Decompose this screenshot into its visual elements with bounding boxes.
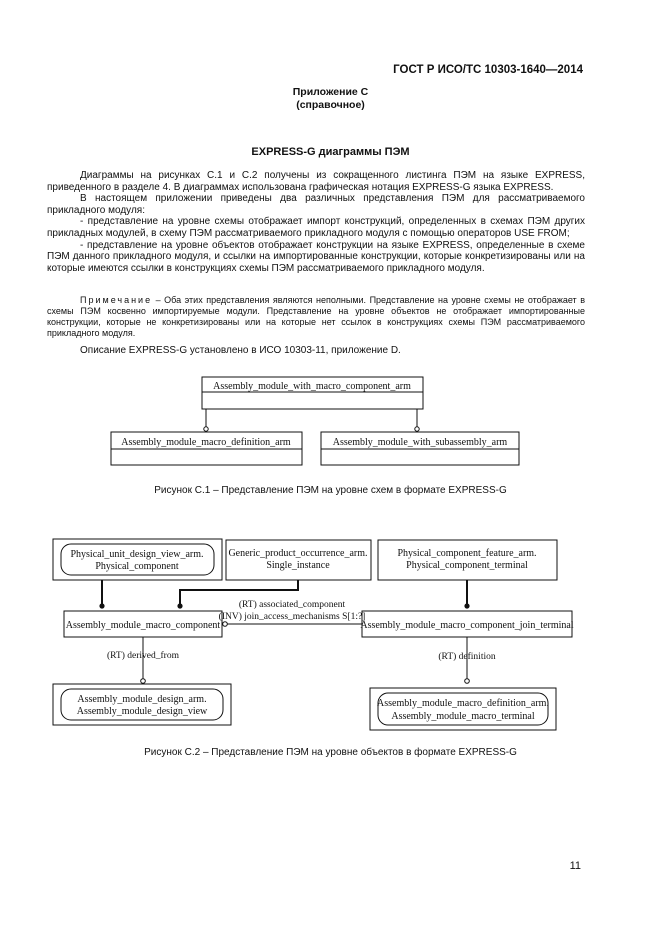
- figure-2-caption: Рисунок С.2 – Представление ПЭМ на уровне объектов в формате EXPRESS-G: [144, 747, 517, 758]
- ref3-line2: Physical_component_terminal: [406, 560, 528, 571]
- ref3-line1: Physical_component_feature_arm.: [397, 548, 537, 559]
- entity-left-label: Assembly_module_macro_component: [65, 620, 221, 631]
- ref-box-physical-component: [53, 539, 222, 580]
- ref5-line2: Assembly_module_macro_terminal: [391, 711, 535, 722]
- paragraph-5: Описание EXPRESS-G установлено в ИСО 10303-11, приложение D.: [80, 345, 401, 356]
- figure-2-diagram: [0, 535, 661, 735]
- ref1-line1: Physical_unit_design_view_arm.: [70, 549, 204, 560]
- page-number: 11: [569, 860, 581, 872]
- figure-1-diagram: [0, 370, 661, 470]
- ref4-line1: Assembly_module_design_arm.: [77, 694, 207, 705]
- paragraph-2: В настоящем приложении приведены два различных представления ПЭМ для рассматриваемого прикладного модуля:: [47, 193, 585, 216]
- entity-join-terminal: [360, 611, 574, 637]
- attr-derived-from: (RT) derived_from: [107, 651, 179, 661]
- entity-right-label: Assembly_module_macro_component_join_terminal: [360, 620, 574, 631]
- supertype-dot-right: [464, 603, 469, 608]
- relation-dot-single-instance: [177, 603, 182, 608]
- ref-box-macro-terminal: [370, 688, 556, 730]
- ref-box-component-terminal: [378, 540, 557, 580]
- ref-box-single-instance: [226, 540, 371, 580]
- connector-right-end: [415, 427, 419, 431]
- schema-right-label: Assembly_module_with_subassembly_arm: [332, 437, 508, 448]
- attr-definition: (RT) definition: [438, 652, 496, 662]
- schema-box-top: [202, 377, 423, 409]
- supertype-dot-left: [99, 603, 104, 608]
- annex-subtitle: (справочное): [296, 99, 365, 111]
- attr-associated-component: (RT) associated_component: [238, 600, 346, 610]
- relation-end-derived: [141, 679, 146, 684]
- attr-join-access-mechanisms: (INV) join_access_mechanisms S[1:?]: [218, 612, 366, 622]
- annex-heading: [0, 86, 661, 112]
- schema-box-right: [321, 432, 519, 465]
- ref1-line2: Physical_component: [95, 561, 179, 572]
- section-title: EXPRESS-G диаграммы ПЭМ: [251, 146, 410, 158]
- ref5-line1: Assembly_module_macro_definition_arm.: [377, 698, 549, 709]
- schema-left-label: Assembly_module_macro_definition_arm: [121, 437, 291, 448]
- schema-top-label: Assembly_module_with_macro_component_arm: [213, 381, 411, 392]
- annex-title: Приложение С: [292, 86, 369, 98]
- paragraph-1: Диаграммы на рисунках С.1 и С.2 получены из сокращенного листинга ПЭМ на языке EXPRESS, приведенного в разделе 4. В диаграммах использована графическая нотация EXPRESS-G языка EXPRESS.: [47, 170, 585, 193]
- relation-end-associated: [223, 622, 228, 627]
- note-text: – Оба этих представления являются неполными. Представление на уровне схемы не отображает в схемы ПЭМ косвенно импортируемые модули. Представление на уровне объектов не отображает импортированные конструкции, которые не конкретизированы или на которые нет ссылок в конструкциях схемы ПЭМ рассматриваемого прикладного модуля.: [47, 295, 585, 338]
- note-label: Примечание: [80, 295, 153, 305]
- schema-box-left: [111, 432, 302, 465]
- body-text: [47, 170, 585, 274]
- relation-end-definition: [465, 679, 470, 684]
- note: [47, 295, 585, 339]
- connector-left-end: [204, 427, 208, 431]
- ref4-line2: Assembly_module_design_view: [76, 706, 208, 717]
- ref2-line2: Single_instance: [266, 560, 330, 571]
- paragraph-4: - представление на уровне объектов отображает конструкции на языке EXPRESS, определенные в схеме ПЭМ данного прикладного модуля, и ссылки на импортированные конструкции, которые конкретизированы или на которые имеются ссылки в конструкциях схемы ПЭМ рассматриваемого прикладного модуля.: [47, 239, 585, 274]
- ref2-line1: Generic_product_occurrence_arm.: [228, 548, 368, 559]
- figure-1-caption: Рисунок С.1 – Представление ПЭМ на уровне схем в формате EXPRESS-G: [154, 485, 507, 496]
- paragraph-3: - представление на уровне схемы отображает импорт конструкций, определенных в схемах ПЭМ других прикладных модулей, в схему ПЭМ рассматриваемого прикладного модуля с помощью операторов USE FROM;: [47, 216, 585, 239]
- ref-box-design-view: [53, 684, 231, 725]
- express-g-reference: [47, 345, 585, 357]
- document-header: ГОСТ Р ИСО/ТС 10303-1640—2014: [393, 64, 583, 76]
- entity-macro-component: [64, 611, 222, 637]
